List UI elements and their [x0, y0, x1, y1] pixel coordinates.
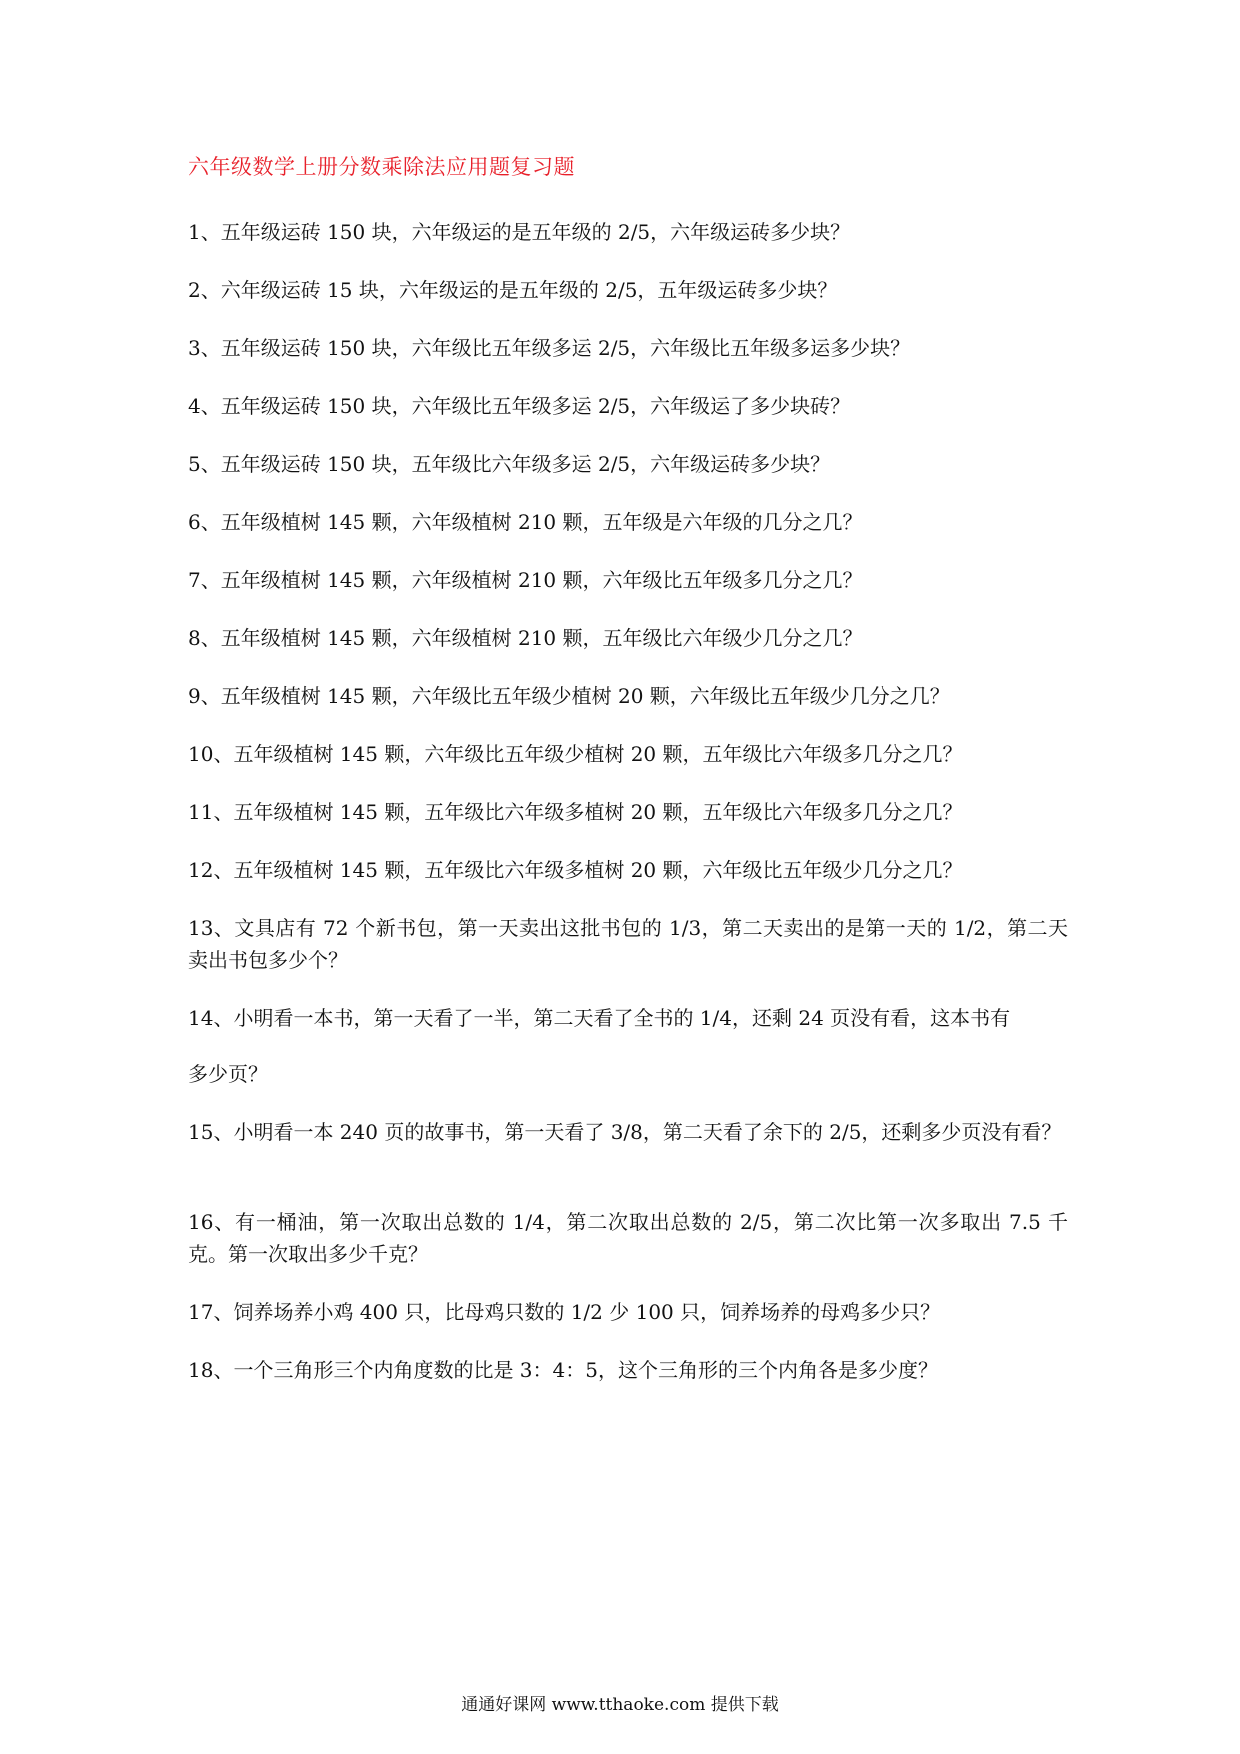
question-15: 15、小明看一本 240 页的故事书，第一天看了 3/8，第二天看了余下的 2/5，还剩多少页没有看？	[188, 1120, 1062, 1144]
question-16: 16、有一桶油，第一次取出总数的 1/4，第二次取出总数的 2/5，第二次比第一次多取出 7.5 千克。第一次取出多少千克？	[188, 1210, 1068, 1266]
question-10: 10、五年级植树 145 颗，六年级比五年级少植树 20 颗，五年级比六年级多几分之几？	[188, 742, 963, 766]
question-14: 14、小明看一本书，第一天看了一半，第二天看了全书的 1/4，还剩 24 页没有看，这本书有	[188, 1006, 1011, 1030]
question-12: 12、五年级植树 145 颗，五年级比六年级多植树 20 颗，六年级比五年级少几分之几？	[188, 858, 963, 882]
question-11: 11、五年级植树 145 颗，五年级比六年级多植树 20 颗，五年级比六年级多几分之几？	[188, 800, 963, 824]
question-6: 6、五年级植树 145 颗，六年级植树 210 颗，五年级是六年级的几分之几？	[188, 510, 863, 534]
question-14-continued: 多少页？	[188, 1062, 268, 1086]
question-18: 18、一个三角形三个内角度数的比是 3：4：5，这个三角形的三个内角各是多少度？	[188, 1358, 938, 1382]
page-footer: 通通好课网 www.tthaoke.com 提供下载	[461, 1695, 779, 1715]
question-13: 13、文具店有 72 个新书包，第一天卖出这批书包的 1/3，第二天卖出的是第一天的 1/2，第二天卖出书包多少个？	[188, 916, 1068, 972]
question-7: 7、五年级植树 145 颗，六年级植树 210 颗，六年级比五年级多几分之几？	[188, 568, 863, 592]
question-3: 3、五年级运砖 150 块，六年级比五年级多运 2/5，六年级比五年级多运多少块？	[188, 336, 911, 360]
question-5: 5、五年级运砖 150 块，五年级比六年级多运 2/5，六年级运砖多少块？	[188, 452, 831, 476]
question-4: 4、五年级运砖 150 块，六年级比五年级多运 2/5，六年级运了多少块砖？	[188, 394, 851, 418]
question-17: 17、饲养场养小鸡 400 只，比母鸡只数的 1/2 少 100 只，饲养场养的母鸡多少只？	[188, 1300, 941, 1324]
question-1: 1、五年级运砖 150 块，六年级运的是五年级的 2/5，六年级运砖多少块？	[188, 220, 851, 244]
document-title: 六年级数学上册分数乘除法应用题复习题	[188, 155, 575, 179]
question-9: 9、五年级植树 145 颗，六年级比五年级少植树 20 颗，六年级比五年级少几分之几？	[188, 684, 950, 708]
question-8: 8、五年级植树 145 颗，六年级植树 210 颗，五年级比六年级少几分之几？	[188, 626, 863, 650]
question-2: 2、六年级运砖 15 块，六年级运的是五年级的 2/5，五年级运砖多少块？	[188, 278, 838, 302]
